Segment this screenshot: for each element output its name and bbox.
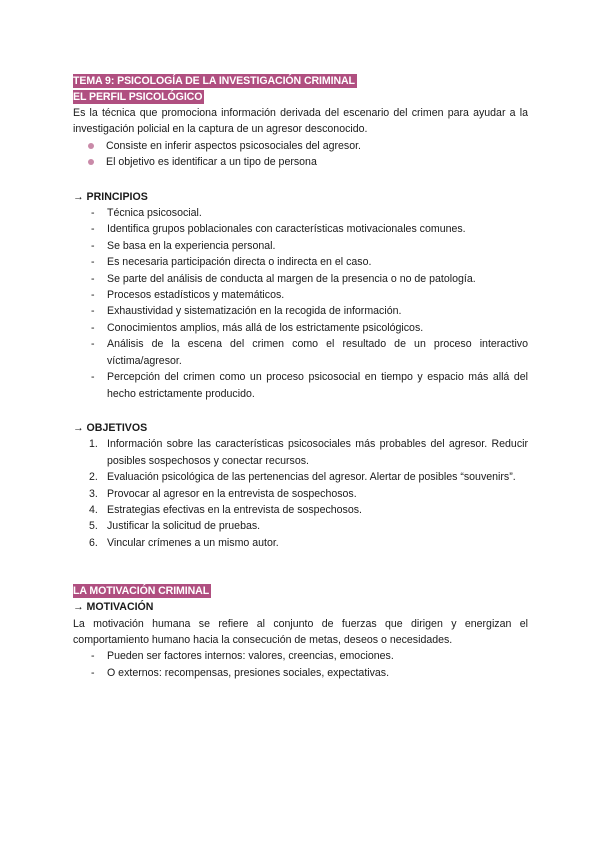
principios-list bbox=[73, 205, 528, 402]
list-item: - Percepción del crimen como un proceso psicosocial en tiempo y espacio más allá del hecho estrictamente producido. bbox=[91, 371, 528, 400]
list-item: - Identifica grupos poblacionales con características motivacionales comunes. bbox=[91, 223, 466, 236]
objetivos-list bbox=[73, 436, 528, 551]
document-content bbox=[73, 73, 528, 681]
list-item: - Exhaustividad y sistematización en la recogida de información. bbox=[91, 305, 402, 318]
list-item: - Técnica psicosocial. bbox=[91, 207, 202, 220]
section-title-perfil: EL PERFIL PSICOLÓGICO bbox=[73, 91, 203, 103]
list-item: - Análisis de la escena del crimen como el resultado de un proceso interactivo víctima/agresor. bbox=[91, 338, 528, 367]
list-item: - Se parte del análisis de conducta al margen de la presencia o no de patología. bbox=[91, 272, 476, 285]
section-title-motivacion-criminal: LA MOTIVACIÓN CRIMINAL bbox=[73, 585, 210, 598]
arrow-icon: → bbox=[73, 601, 84, 614]
list-item: - Se basa en la experiencia personal. bbox=[91, 239, 276, 252]
motivacion-list bbox=[73, 648, 528, 681]
heading-objetivos: → OBJETIVOS bbox=[73, 421, 148, 434]
heading-principios: → PRINCIPIOS bbox=[73, 190, 148, 203]
intro-paragraph: Es la técnica que promociona información derivada del escenario del crimen para ayudar a la investigación policial en la captura de un agresor desconocido. bbox=[73, 107, 528, 136]
bullet-icon bbox=[88, 159, 94, 165]
list-item: 3. Provocar al agresor en la entrevista de sospechosos. bbox=[89, 487, 357, 500]
motivacion-paragraph: La motivación humana se refiere al conjunto de fuerzas que dirigen y energizan el comportamiento humano hacia la consecución de metas, deseos o necesidades. bbox=[73, 617, 528, 646]
list-item: - O externos: recompensas, presiones sociales, expectativas. bbox=[91, 666, 390, 679]
list-item: - Pueden ser factores internos: valores, creencias, emociones. bbox=[91, 650, 394, 663]
list-item: 5. Justificar la solicitud de pruebas. bbox=[89, 520, 261, 533]
bullet-icon bbox=[88, 143, 94, 149]
list-item: - Procesos estadísticos y matemáticos. bbox=[91, 289, 285, 302]
list-item: 2. Evaluación psicológica de las pertenencias del agresor. Alertar de posibles “souvenirs”. bbox=[89, 471, 516, 484]
list-item: 4. Estrategias efectivas en la entrevista de sospechosos. bbox=[89, 503, 362, 516]
list-item: El objetivo es identificar a un tipo de persona bbox=[73, 154, 528, 170]
arrow-icon: → bbox=[73, 421, 84, 434]
list-item: 1. Información sobre las características psicosociales más probables del agresor. Reducir posibles sospechosos y conectar recursos. bbox=[89, 438, 528, 467]
arrow-icon: → bbox=[73, 190, 84, 203]
document-title: TEMA 9: PSICOLOGÍA DE LA INVESTIGACIÓN CRIMINAL bbox=[73, 75, 355, 87]
list-item: - Conocimientos amplios, más allá de los estrictamente psicológicos. bbox=[91, 321, 424, 334]
bullet-list bbox=[73, 138, 528, 171]
heading-motivacion: → MOTIVACIÓN bbox=[73, 601, 154, 614]
list-item: Consiste en inferir aspectos psicosociales del agresor. bbox=[73, 138, 528, 154]
list-item: - Es necesaria participación directa o indirecta en el caso. bbox=[91, 256, 372, 269]
list-item: 6. Vincular crímenes a un mismo autor. bbox=[89, 536, 279, 549]
